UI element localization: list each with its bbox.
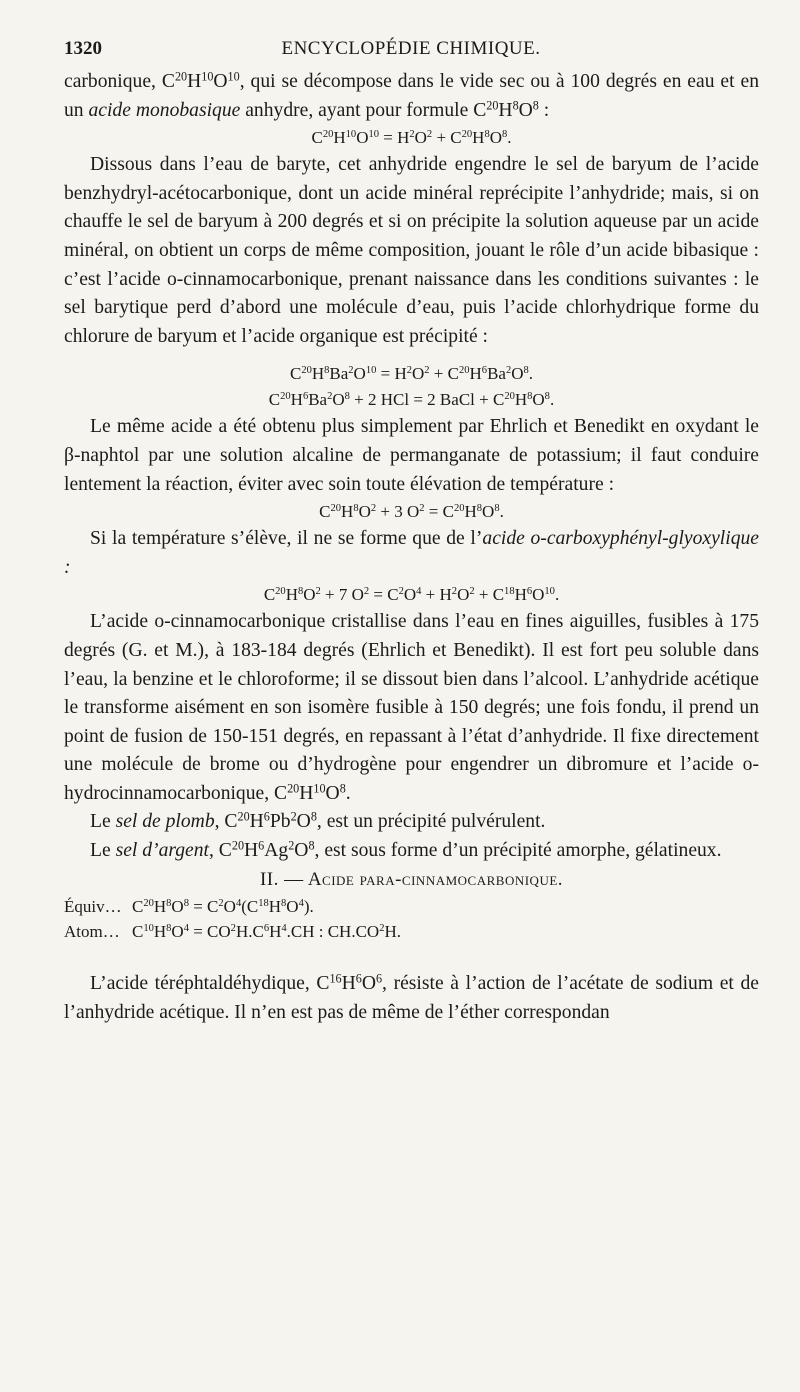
text-run: + C: [429, 364, 459, 384]
equiv-formula: [64, 894, 759, 919]
text-run: Si la température s’élève, il ne se forme que de l’: [90, 528, 483, 550]
text-run: H: [341, 973, 356, 995]
text-run: = H: [376, 364, 407, 384]
formula-exponent: 20: [231, 838, 245, 853]
formula-exponent: 2: [406, 365, 412, 377]
formula-exponent: 6: [355, 971, 362, 986]
formula-exponent: 18: [504, 586, 515, 598]
body-text: [64, 68, 759, 1027]
paragraph: [64, 151, 759, 351]
page-number: 1320: [64, 38, 102, 59]
formula-exponent: 2: [398, 586, 404, 598]
formula-exponent: 2: [424, 365, 430, 377]
formula-exponent: 20: [143, 898, 154, 910]
formula-exponent: 2: [363, 586, 370, 598]
text-run: H: [299, 782, 314, 804]
formula-exponent: 8: [512, 97, 519, 112]
text-run: + H: [421, 585, 452, 605]
atom-formula: [64, 919, 759, 944]
text-run: C: [319, 502, 331, 522]
text-run: O: [511, 364, 524, 384]
formula-exponent: 6: [263, 809, 270, 824]
text-run: O: [296, 811, 311, 833]
formula-exponent: 10: [544, 586, 555, 598]
formula-exponent: 20: [330, 503, 342, 515]
text-run: Ba: [308, 390, 328, 410]
formula-exponent: 2: [379, 923, 385, 935]
formula-exponent: 6: [481, 365, 488, 377]
formula-exponent: 4: [416, 586, 422, 598]
text-run: C: [132, 922, 144, 942]
text-run: = C: [424, 502, 454, 522]
formula-exponent: 4: [298, 898, 304, 910]
text-run: O: [332, 390, 345, 410]
formula-exponent: 6: [526, 586, 533, 598]
formula: [64, 361, 759, 387]
running-head: [64, 38, 758, 64]
italic-text: acide monobasique: [88, 99, 241, 121]
text-run: = CO: [188, 922, 231, 942]
text-run: .: [345, 782, 351, 804]
text-run: H: [268, 897, 282, 917]
formula-exponent: 2: [290, 809, 297, 824]
formula-exponent: 8: [324, 365, 330, 377]
formula-exponent: 2: [218, 898, 224, 910]
formula-exponent: 8: [297, 586, 304, 598]
text-run: O: [403, 585, 417, 605]
text-run: :: [538, 99, 550, 121]
text-run: C: [311, 128, 323, 148]
formula-exponent: 8: [494, 503, 500, 515]
text-run: H: [290, 390, 303, 410]
text-run: + 2 HCl = 2 BaCl + C: [349, 390, 505, 410]
formula-exponent: 8: [166, 898, 172, 910]
paragraph: [64, 837, 759, 866]
formula-exponent: 20: [458, 365, 470, 377]
text-run: .: [557, 868, 564, 890]
formula-exponent: 10: [365, 365, 377, 377]
formula-exponent: 2: [230, 923, 236, 935]
formula-exponent: 10: [313, 781, 326, 796]
text-run: .: [528, 364, 534, 384]
text-run: C: [132, 897, 144, 917]
text-run: .: [507, 128, 512, 148]
text-run: O: [325, 782, 340, 804]
text-run: , résiste à l’action de l’acétate de sodium et de l’anhydride acétique. Il n’en est pas de même de l’éther correspondan: [64, 973, 759, 1023]
section-heading: [64, 866, 759, 895]
text-run: + C: [474, 585, 505, 605]
formula-exponent: 6: [375, 971, 383, 986]
formula-exponent: 20: [486, 97, 499, 112]
text-run: O: [412, 364, 425, 384]
text-run: + 7 O: [320, 585, 364, 605]
formula: [64, 125, 759, 151]
text-run: H: [514, 390, 528, 410]
text-run: O: [361, 973, 376, 995]
text-run: + 3 O: [376, 502, 420, 522]
paragraph: [64, 413, 759, 499]
formula-exponent: 4: [281, 923, 287, 935]
text-run: Ba: [329, 364, 349, 384]
formula-exponent: 20: [453, 503, 465, 515]
formula-exponent: 20: [322, 129, 334, 141]
formula-exponent: 8: [532, 97, 539, 112]
formula-exponent: 8: [183, 898, 189, 910]
text-run: O: [213, 71, 228, 92]
formula-exponent: 6: [263, 923, 270, 935]
formula-exponent: 2: [327, 391, 333, 403]
formula-exponent: 2: [451, 586, 458, 598]
text-run: H: [153, 897, 167, 917]
formula-exponent: 20: [280, 391, 291, 403]
running-title: ENCYCLOPÉDIE CHIMIQUE.: [281, 38, 541, 59]
text-run: H: [244, 840, 259, 862]
formula-exponent: 20: [287, 781, 300, 796]
text-run: O: [532, 585, 545, 605]
text-run: O: [223, 897, 236, 917]
formula: [64, 499, 759, 525]
text-run: O: [489, 128, 502, 148]
text-run: O: [482, 502, 495, 522]
text-run: O: [286, 897, 299, 917]
paragraph: [64, 608, 759, 808]
formula-exponent: 10: [201, 69, 214, 84]
formula-exponent: 2: [348, 365, 354, 377]
text-run: + C: [432, 128, 462, 148]
formula-exponent: 8: [484, 129, 490, 141]
paragraph: [64, 525, 759, 582]
text-run: H: [311, 364, 325, 384]
formula-exponent: 20: [301, 365, 312, 377]
text-run: O: [303, 585, 316, 605]
formula: [132, 922, 401, 941]
formula-exponent: 20: [275, 586, 286, 598]
formula-exponent: 8: [527, 391, 533, 403]
text-run: C: [289, 364, 302, 384]
equiv-label: Équiv…: [64, 897, 122, 917]
text-run: Ba: [487, 364, 506, 384]
text-run: Ag: [264, 840, 289, 862]
text-run: .CH : CH.CO: [286, 922, 380, 942]
formula-exponent: 8: [166, 923, 172, 935]
text-run: O: [414, 128, 427, 148]
formula-exponent: 8: [544, 391, 550, 403]
text-run: C: [263, 585, 276, 605]
formula: [64, 387, 759, 413]
formula-exponent: 8: [281, 898, 287, 910]
text-run: , C: [214, 811, 238, 833]
text-run: H: [187, 71, 202, 92]
text-run: H: [341, 502, 354, 522]
text-run: H: [269, 922, 282, 942]
text-run: H: [285, 585, 298, 605]
text-run: O: [457, 585, 470, 605]
text-run: II. — A: [259, 868, 323, 890]
text-run: Le: [90, 811, 116, 833]
text-run: .: [549, 390, 555, 410]
text-run: = H: [379, 128, 410, 148]
text-run: H: [498, 99, 513, 121]
formula-exponent: 4: [235, 898, 242, 910]
text-run: , C: [209, 840, 232, 862]
italic-text: sel de plomb: [115, 811, 215, 833]
formula: [132, 897, 314, 916]
formula-exponent: 8: [308, 838, 315, 853]
small-caps-text: cide para-cinnamocarbonique: [322, 868, 558, 890]
formula-exponent: 20: [237, 809, 250, 824]
text-run: , est sous forme d’un précipité amorphe, gélatineux.: [314, 840, 722, 862]
text-run: H.C: [235, 922, 264, 942]
text-run: anhydre, ayant pour formule C: [240, 99, 487, 121]
paragraph: [64, 808, 759, 837]
text-run: carbonique, C: [64, 71, 175, 92]
formula-exponent: 16: [329, 971, 342, 986]
formula-exponent: 2: [505, 365, 512, 377]
formula-exponent: 8: [344, 391, 350, 403]
text-run: O: [356, 128, 369, 148]
formula-exponent: 2: [419, 503, 425, 515]
paragraph: [64, 970, 759, 1027]
text-run: Dissous dans l’eau de baryte, cet anhydride engendre le sel de baryum de l’acide benzhydryl-acétocarbonique, dont un acide minéral reprécipite l’anhydride; mais, si on chauffe le sel de baryum à 200 degrés et si on précipite la solution aqueuse par un acide minéral, on obtient un corps de même composition, jouant le rôle d’un acide bibasique : c’est l’acide o-cinnamocarbonique, prenant naissance dans les conditions suivantes : le sel barytique perd d’abord une molécule d’eau, puis l’acide chlorhydrique forme du chlorure de baryum et l’acide organique est précipité :: [64, 154, 759, 347]
formula-exponent: 20: [504, 391, 515, 403]
italic-text: sel d’argent: [115, 840, 209, 862]
text-run: .: [499, 502, 504, 522]
text-run: H: [472, 128, 485, 148]
text-run: O: [518, 99, 533, 121]
paragraph: [64, 68, 759, 125]
formula-exponent: 2: [469, 586, 475, 598]
text-run: Le même acide a été obtenu plus simplement par Ehrlich et Benedikt en oxydant le β-naphtol par une solution alcaline de permanganate de potassium; il faut conduire lentement la réaction, éviter avec soin toute élévation de température :: [64, 416, 759, 495]
text-run: O: [358, 502, 371, 522]
text-run: = C: [369, 585, 399, 605]
text-run: O: [353, 364, 366, 384]
text-run: ).: [303, 897, 314, 917]
text-run: H: [333, 128, 346, 148]
formula-exponent: 2: [288, 838, 295, 853]
text-run: (C: [241, 897, 259, 917]
text-run: Pb: [269, 811, 291, 833]
formula-exponent: 18: [258, 898, 269, 910]
text-run: , est un précipité pulvérulent.: [316, 811, 546, 833]
formula-exponent: 10: [143, 923, 154, 935]
text-run: H: [514, 585, 527, 605]
formula-exponent: 8: [476, 503, 483, 515]
formula-exponent: 6: [302, 391, 309, 403]
formula-exponent: 8: [339, 781, 346, 796]
text-run: O: [171, 922, 184, 942]
text-run: H: [469, 364, 482, 384]
formula-exponent: 2: [426, 129, 433, 141]
formula-exponent: 10: [368, 129, 379, 141]
text-run: C: [268, 390, 281, 410]
formula-exponent: 8: [353, 503, 359, 515]
formula-exponent: 2: [315, 586, 321, 598]
text-run: .: [554, 585, 560, 605]
text-run: O: [294, 840, 309, 862]
formula-exponent: 8: [310, 809, 317, 824]
formula-exponent: 6: [258, 838, 265, 853]
formula-exponent: 8: [501, 129, 508, 141]
text-run: H: [464, 502, 477, 522]
text-run: H.: [384, 922, 401, 942]
formula-exponent: 2: [409, 129, 415, 141]
formula-block: [64, 894, 759, 944]
formula: [64, 582, 759, 608]
text-run: H: [153, 922, 167, 942]
text-run: L’acide o-cinnamocarbonique cristallise dans l’eau en fines aiguilles, fusibles à 175 degrés (G. et M.), à 183-184 degrés (Ehrlich et Benedikt). Il est fort peu soluble dans l’eau, la benzine et le chloroforme; il se dissout bien dans l’alcool. L’anhydride acétique le transforme aisément en son isomère fusible à 150 degrés; une fois fondu, il prend un point de fusion de 150-151 degrés, en repassant à l’état d’anhydride. Il fixe directement une molécule de brome ou d’hydrogène pour engendrer un dibromure et l’acide o-hydrocinnamocarbonique, C: [64, 611, 759, 804]
italic-text: acide o-carboxyphényl-glyoxylique :: [64, 528, 759, 578]
formula-exponent: 20: [461, 129, 473, 141]
formula-exponent: 10: [227, 69, 240, 84]
formula-exponent: 8: [523, 365, 529, 377]
atom-label: Atom…: [64, 922, 120, 942]
text-run: Le: [90, 840, 116, 862]
text-run: O: [171, 897, 184, 917]
formula-exponent: 2: [370, 503, 377, 515]
text-run: L’acide téréphtaldéhydique, C: [90, 973, 330, 995]
formula-exponent: 10: [345, 129, 357, 141]
text-run: H: [249, 811, 264, 833]
text-run: = C: [188, 897, 219, 917]
formula-exponent: 20: [174, 69, 188, 84]
text-run: O: [532, 390, 545, 410]
formula-exponent: 4: [183, 923, 189, 935]
text-run: , qui se décompose dans le vide sec ou à 100 degrés en eau et en un: [64, 71, 759, 121]
